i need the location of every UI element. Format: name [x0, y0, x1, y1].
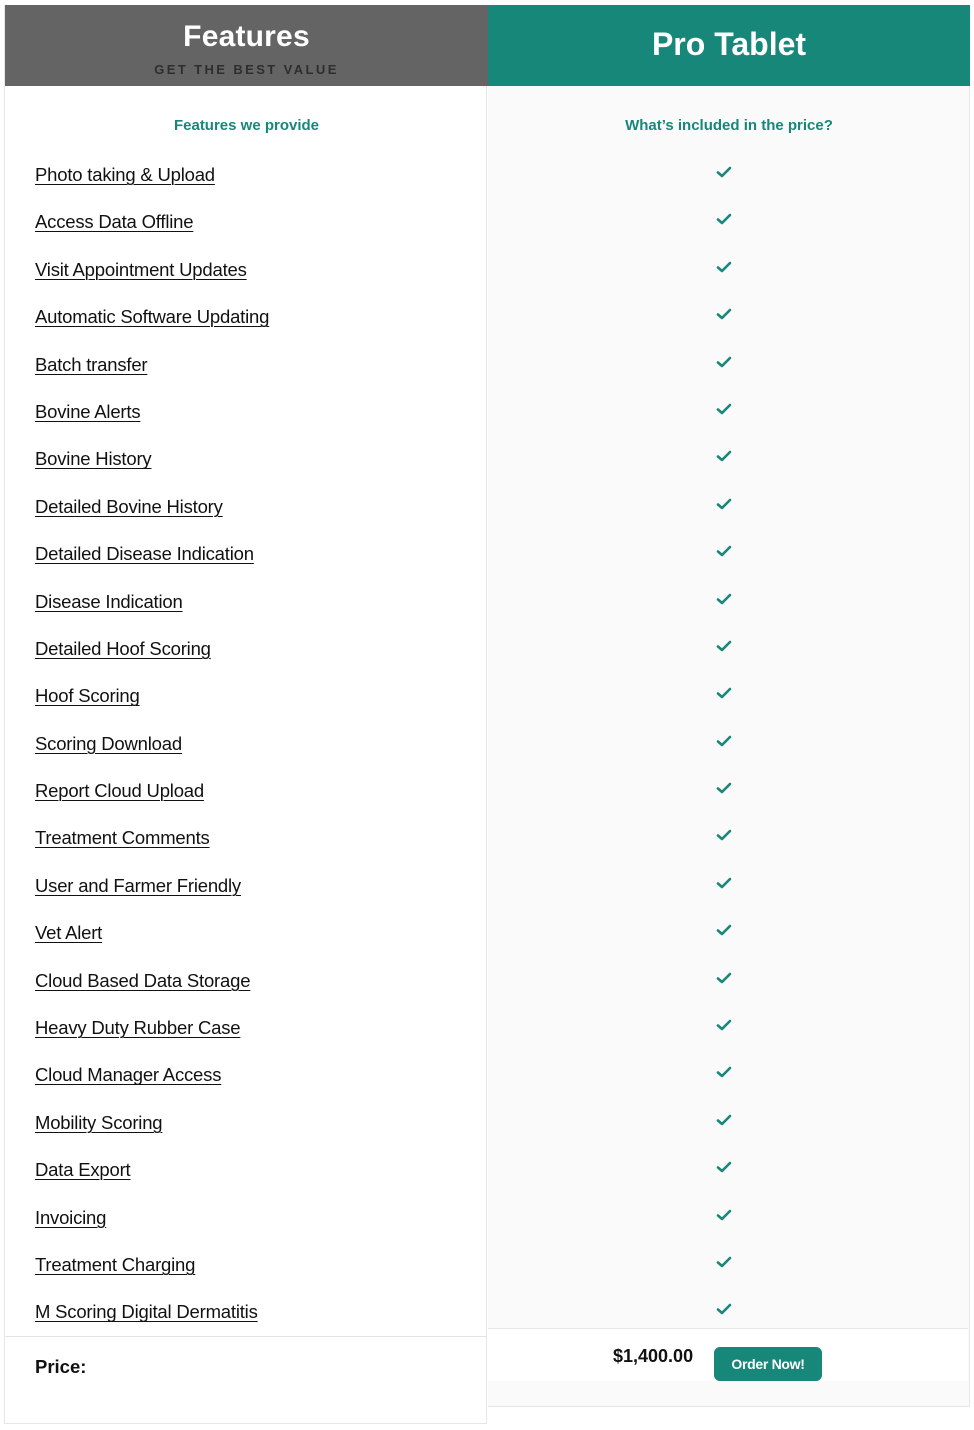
feature-item: [35, 731, 269, 778]
included-row: [488, 1113, 960, 1160]
checkmark-icon: [716, 165, 732, 179]
included-row: [488, 355, 960, 402]
checkmark-icon: [716, 686, 732, 700]
included-row: [488, 971, 960, 1018]
plan-caption: What’s included in the price?: [625, 117, 833, 134]
included-row: [488, 1208, 960, 1255]
feature-link[interactable]: Disease Indication: [35, 590, 183, 612]
feature-link[interactable]: Photo taking & Upload: [35, 164, 215, 185]
features-subtitle: GET THE BEST VALUE: [154, 62, 339, 77]
feature-item: [35, 446, 269, 493]
feature-item: [35, 683, 269, 730]
checkmark-icon: [716, 260, 732, 274]
price-label: Price:: [35, 1356, 87, 1377]
feature-link[interactable]: Scoring Download: [35, 732, 182, 754]
features-column: [4, 5, 487, 1424]
included-row: [488, 1255, 960, 1302]
checkmark-icon: [716, 355, 732, 369]
price-value: $1,400.00: [613, 1346, 694, 1366]
feature-link[interactable]: Treatment Charging: [35, 1253, 196, 1275]
feature-link[interactable]: User and Farmer Friendly: [35, 874, 241, 896]
included-row: [488, 1065, 960, 1112]
feature-item: [35, 1252, 269, 1299]
checkmark-icon: [716, 307, 732, 321]
included-row: [488, 923, 960, 970]
included-row: [488, 260, 960, 307]
checkmark-icon: [716, 1160, 732, 1174]
feature-link[interactable]: Detailed Disease Indication: [35, 543, 254, 565]
feature-item: [35, 1157, 269, 1204]
feature-link[interactable]: Cloud Based Data Storage: [35, 969, 251, 991]
feature-list: [35, 162, 269, 1347]
checkmark-icon: [716, 497, 732, 511]
feature-item: [35, 257, 269, 304]
feature-link[interactable]: Hoof Scoring: [35, 685, 140, 707]
included-row: [488, 1018, 960, 1065]
included-row: [488, 449, 960, 496]
checkmark-icon: [716, 1255, 732, 1269]
feature-item: [35, 1062, 269, 1109]
feature-link[interactable]: Visit Appointment Updates: [35, 258, 247, 280]
feature-item: [35, 209, 269, 256]
feature-link[interactable]: Bovine Alerts: [35, 400, 141, 422]
feature-item: [35, 304, 269, 351]
feature-item: [35, 1299, 269, 1346]
included-row: [488, 307, 960, 354]
included-row: [488, 686, 960, 733]
feature-link[interactable]: Bovine History: [35, 448, 152, 470]
feature-item: [35, 162, 269, 209]
checkmark-icon: [716, 1208, 732, 1222]
included-row: [488, 544, 960, 591]
included-row: [488, 781, 960, 828]
checkmark-icon: [716, 1302, 732, 1316]
feature-link[interactable]: Data Export: [35, 1159, 131, 1181]
features-title: Features: [183, 20, 310, 53]
checkmark-icon: [716, 923, 732, 937]
feature-item: [35, 541, 269, 588]
included-row: [488, 639, 960, 686]
feature-link[interactable]: Heavy Duty Rubber Case: [35, 1017, 241, 1039]
checkmark-icon: [716, 449, 732, 463]
checkmark-icon: [716, 212, 732, 226]
plan-column: [488, 5, 970, 1407]
feature-link[interactable]: M Scoring Digital Dermatitis: [35, 1301, 258, 1323]
feature-link[interactable]: Report Cloud Upload: [35, 780, 204, 802]
checkmark-icon: [716, 544, 732, 558]
included-row: [488, 212, 960, 259]
plan-title: Pro Tablet: [651, 26, 807, 62]
feature-link[interactable]: Vet Alert: [35, 922, 103, 944]
feature-link[interactable]: Invoicing: [35, 1206, 107, 1228]
included-row: [488, 828, 960, 875]
feature-item: [35, 968, 269, 1015]
feature-link[interactable]: Access Data Offline: [35, 211, 194, 233]
checkmark-icon: [716, 1018, 732, 1032]
feature-link[interactable]: Cloud Manager Access: [35, 1064, 222, 1086]
feature-item: [35, 352, 269, 399]
features-caption: Features we provide: [173, 117, 320, 134]
feature-link[interactable]: Detailed Bovine History: [35, 495, 223, 517]
included-row: [488, 497, 960, 544]
features-header: [5, 5, 488, 86]
feature-item: [35, 920, 269, 967]
checkmark-icon: [716, 876, 732, 890]
checkmark-icon: [716, 639, 732, 653]
checkmark-icon: [716, 1113, 732, 1127]
feature-item: [35, 825, 269, 872]
included-row: [488, 402, 960, 449]
feature-item: [35, 1110, 269, 1157]
checkmark-icon: [716, 971, 732, 985]
feature-item: [35, 589, 269, 636]
included-row: [488, 165, 960, 212]
feature-link[interactable]: Detailed Hoof Scoring: [35, 637, 211, 659]
included-row: [488, 592, 960, 639]
plan-header: [488, 5, 970, 86]
checkmark-icon: [716, 592, 732, 606]
feature-link[interactable]: Mobility Scoring: [35, 1111, 163, 1133]
feature-item: [35, 636, 269, 683]
included-row: [488, 734, 960, 781]
feature-item: [35, 494, 269, 541]
feature-item: [35, 399, 269, 446]
feature-item: [35, 778, 269, 825]
checkmark-icon: [716, 781, 732, 795]
checkmark-icon: [716, 402, 732, 416]
feature-item: [35, 1205, 269, 1252]
feature-item: [35, 873, 269, 920]
feature-link[interactable]: Treatment Comments: [35, 827, 210, 849]
feature-link[interactable]: Automatic Software Updating: [35, 306, 270, 328]
checkmark-icon: [716, 1065, 732, 1079]
divider: [5, 1336, 486, 1337]
checkmark-icon: [716, 828, 732, 842]
included-row: [488, 876, 960, 923]
feature-item: [35, 1015, 269, 1062]
included-row: [488, 1160, 960, 1207]
feature-link[interactable]: Batch transfer: [35, 353, 148, 375]
order-now-button[interactable]: Order Now!: [714, 1347, 822, 1381]
checkmark-icon: [716, 734, 732, 748]
included-list: [488, 165, 960, 1350]
